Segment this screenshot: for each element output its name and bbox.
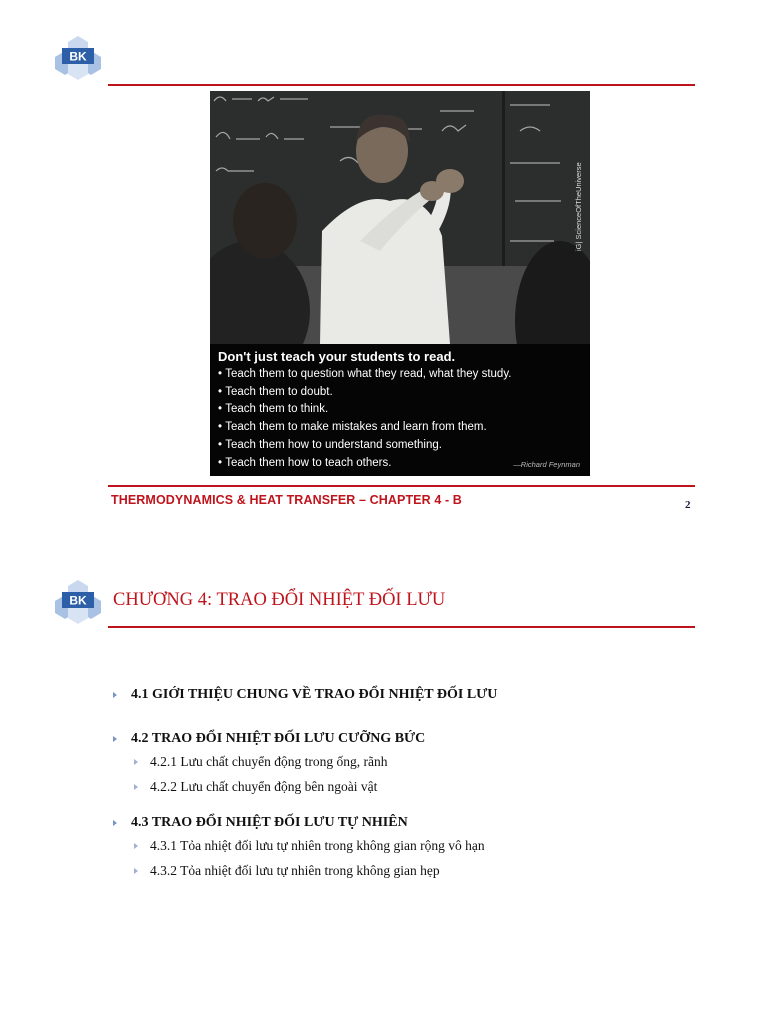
toc-subitem-text: 4.2.2 Lưu chất chuyển động bên ngoài vật (150, 778, 378, 794)
toc-subitem-text: 4.3.1 Tỏa nhiệt đối lưu tự nhiên trong không gian rộng vô hạn (150, 838, 485, 853)
table-of-contents (108, 684, 708, 896)
footer-title: THERMODYNAMICS & HEAT TRANSFER – CHAPTER 4 - B (111, 493, 462, 507)
bullet-arrow-icon (113, 736, 117, 742)
quote-line: • Teach them to doubt. (218, 384, 582, 402)
toc-heading-text: 4.2 TRAO ĐỔI NHIỆT ĐỐI LƯU CƯỠNG BỨC (131, 731, 426, 746)
bullet-arrow-icon (113, 820, 117, 826)
bk-hexagon-logo-icon (52, 578, 104, 624)
sub-bullet-arrow-icon (134, 759, 138, 765)
toc-subitem-text: 4.2.1 Lưu chất chuyển động trong ống, rãnh (150, 754, 388, 769)
bk-hexagon-logo-icon (52, 34, 104, 80)
slide-2 (0, 560, 768, 960)
quote-title: Don't just teach your students to read. (218, 349, 456, 364)
quote-author: —Richard Feynman (513, 460, 580, 469)
toc-heading-text: 4.3 TRAO ĐỔI NHIỆT ĐỐI LƯU TỰ NHIÊN (131, 815, 408, 830)
bullet-arrow-icon (113, 692, 117, 698)
toc-subitem (108, 750, 708, 775)
lecture-photo-illustration (210, 91, 590, 344)
sub-bullet-arrow-icon (134, 784, 138, 790)
title-rule (108, 626, 695, 628)
toc-subitem (108, 834, 708, 859)
header-rule (108, 84, 695, 86)
photo-credit: iG| ScienceOfTheUniverse (574, 162, 583, 251)
quote-list (218, 366, 582, 472)
toc-section (108, 728, 708, 799)
page-number: 2 (685, 499, 691, 511)
quote-line: • Teach them to question what they read, what they study. (218, 366, 582, 384)
toc-subitem-text: 4.3.2 Tỏa nhiệt đối lưu tự nhiên trong không gian hẹp (150, 862, 440, 878)
toc-heading-text: 4.1 GIỚI THIỆU CHUNG VỀ TRAO ĐỔI NHIỆT ĐỐI LƯU (131, 687, 498, 702)
footer-rule (108, 485, 695, 487)
quote-line: • Teach them how to teach others. (218, 455, 582, 473)
quote-line: • Teach them how to understand something. (218, 437, 582, 455)
toc-heading (108, 684, 708, 706)
quote-line: • Teach them to make mistakes and learn from them. (218, 419, 582, 437)
toc-section (108, 684, 708, 706)
feynman-quote-photo (210, 91, 590, 476)
toc-section (108, 812, 708, 883)
quote-box (210, 344, 590, 476)
logo-text: BK (69, 49, 87, 64)
chapter-title: CHƯƠNG 4: TRAO ĐỔI NHIỆT ĐỐI LƯU (113, 590, 446, 610)
logo-text: BK (69, 593, 87, 608)
toc-subitem (108, 775, 708, 800)
quote-line: • Teach them to think. (218, 401, 582, 419)
sub-bullet-arrow-icon (134, 868, 138, 874)
toc-subitem (108, 859, 708, 884)
toc-heading (108, 812, 708, 834)
toc-heading (108, 728, 708, 750)
sub-bullet-arrow-icon (134, 843, 138, 849)
